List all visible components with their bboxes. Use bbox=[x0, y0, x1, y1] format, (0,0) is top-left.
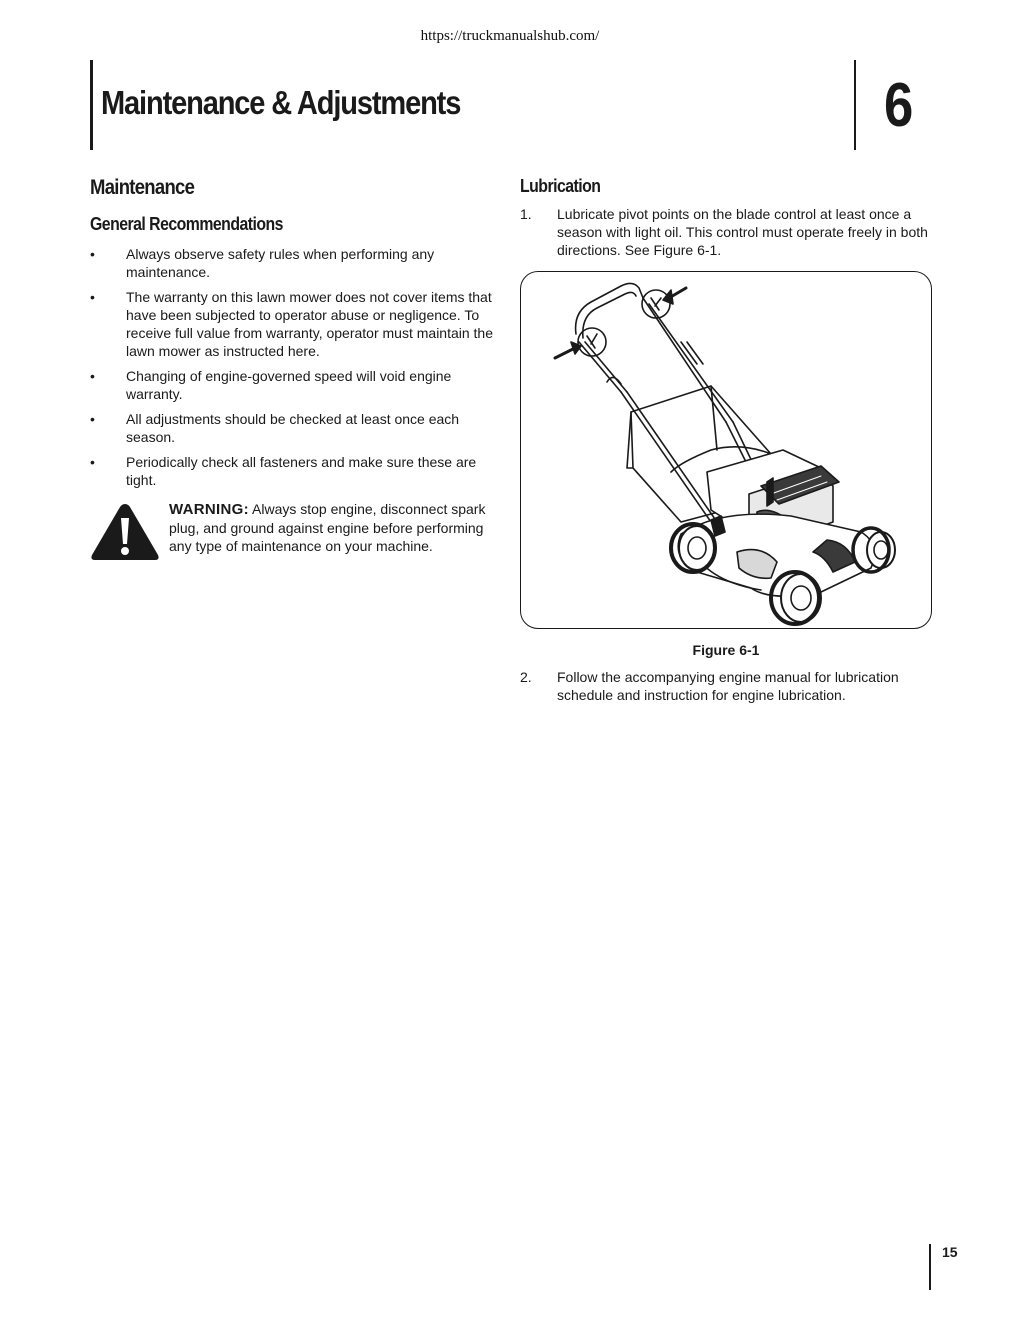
section-heading-lubrication: Lubrication bbox=[520, 176, 601, 196]
lawn-mower-illustration bbox=[521, 272, 931, 628]
bullet-icon: • bbox=[90, 246, 95, 262]
section-heading-maintenance: Maintenance bbox=[90, 176, 195, 199]
bullet-icon: • bbox=[90, 454, 95, 470]
left-column bbox=[90, 176, 502, 564]
title-rule bbox=[90, 60, 93, 150]
lubrication-steps-continued bbox=[520, 668, 932, 704]
list-item: • Changing of engine-governed speed will void engine warranty. bbox=[90, 368, 452, 402]
warning-block bbox=[90, 500, 502, 564]
lubrication-steps bbox=[520, 205, 932, 259]
bullet-icon: • bbox=[90, 289, 95, 305]
source-url[interactable]: https://truckmanualshub.com/ bbox=[420, 28, 600, 44]
step-number: 1. bbox=[520, 206, 532, 222]
warning-label: WARNING: bbox=[169, 501, 249, 518]
list-item: • All adjustments should be checked at least once each season. bbox=[90, 411, 460, 445]
list-item: • Always observe safety rules when performing any maintenance. bbox=[90, 246, 435, 280]
step-text: Follow the accompanying engine manual for lubrication schedule and instruction for engine lubrication. bbox=[557, 669, 899, 703]
figure-lawn-mower bbox=[520, 271, 932, 629]
figure-caption: Figure 6-1 bbox=[692, 642, 760, 658]
step-text: Lubricate pivot points on the blade control at least once a season with light oil. This control must operate freely in both directions. See Figure 6-1. bbox=[557, 206, 928, 258]
step-number: 2. bbox=[520, 669, 532, 685]
footer-rule bbox=[929, 1244, 931, 1290]
warning-text: WARNING: Always stop engine, disconnect spark plug, and ground against engine before performing any type of maintenance on your machine. bbox=[169, 501, 486, 554]
page-number: 15 bbox=[942, 1244, 958, 1260]
chapter-number: 6 bbox=[884, 71, 914, 140]
step-item bbox=[520, 668, 932, 704]
recommendations-list bbox=[90, 245, 502, 489]
step-item bbox=[520, 205, 932, 259]
page-title: Maintenance & Adjustments bbox=[101, 84, 461, 121]
bullet-icon: • bbox=[90, 411, 95, 427]
bullet-icon: • bbox=[90, 368, 95, 384]
list-item: • The warranty on this lawn mower does not cover items that have been subjected to operator abuse or negligence. To receive full value from warranty, operator must maintain the lawn mower as instructed here. bbox=[90, 289, 494, 359]
warning-triangle-icon bbox=[90, 502, 160, 562]
subheading-general-recommendations: General Recommendations bbox=[90, 214, 283, 234]
chapter-rule bbox=[854, 60, 856, 150]
list-item: • Periodically check all fasteners and make sure these are tight. bbox=[90, 454, 477, 488]
right-column bbox=[520, 176, 932, 704]
